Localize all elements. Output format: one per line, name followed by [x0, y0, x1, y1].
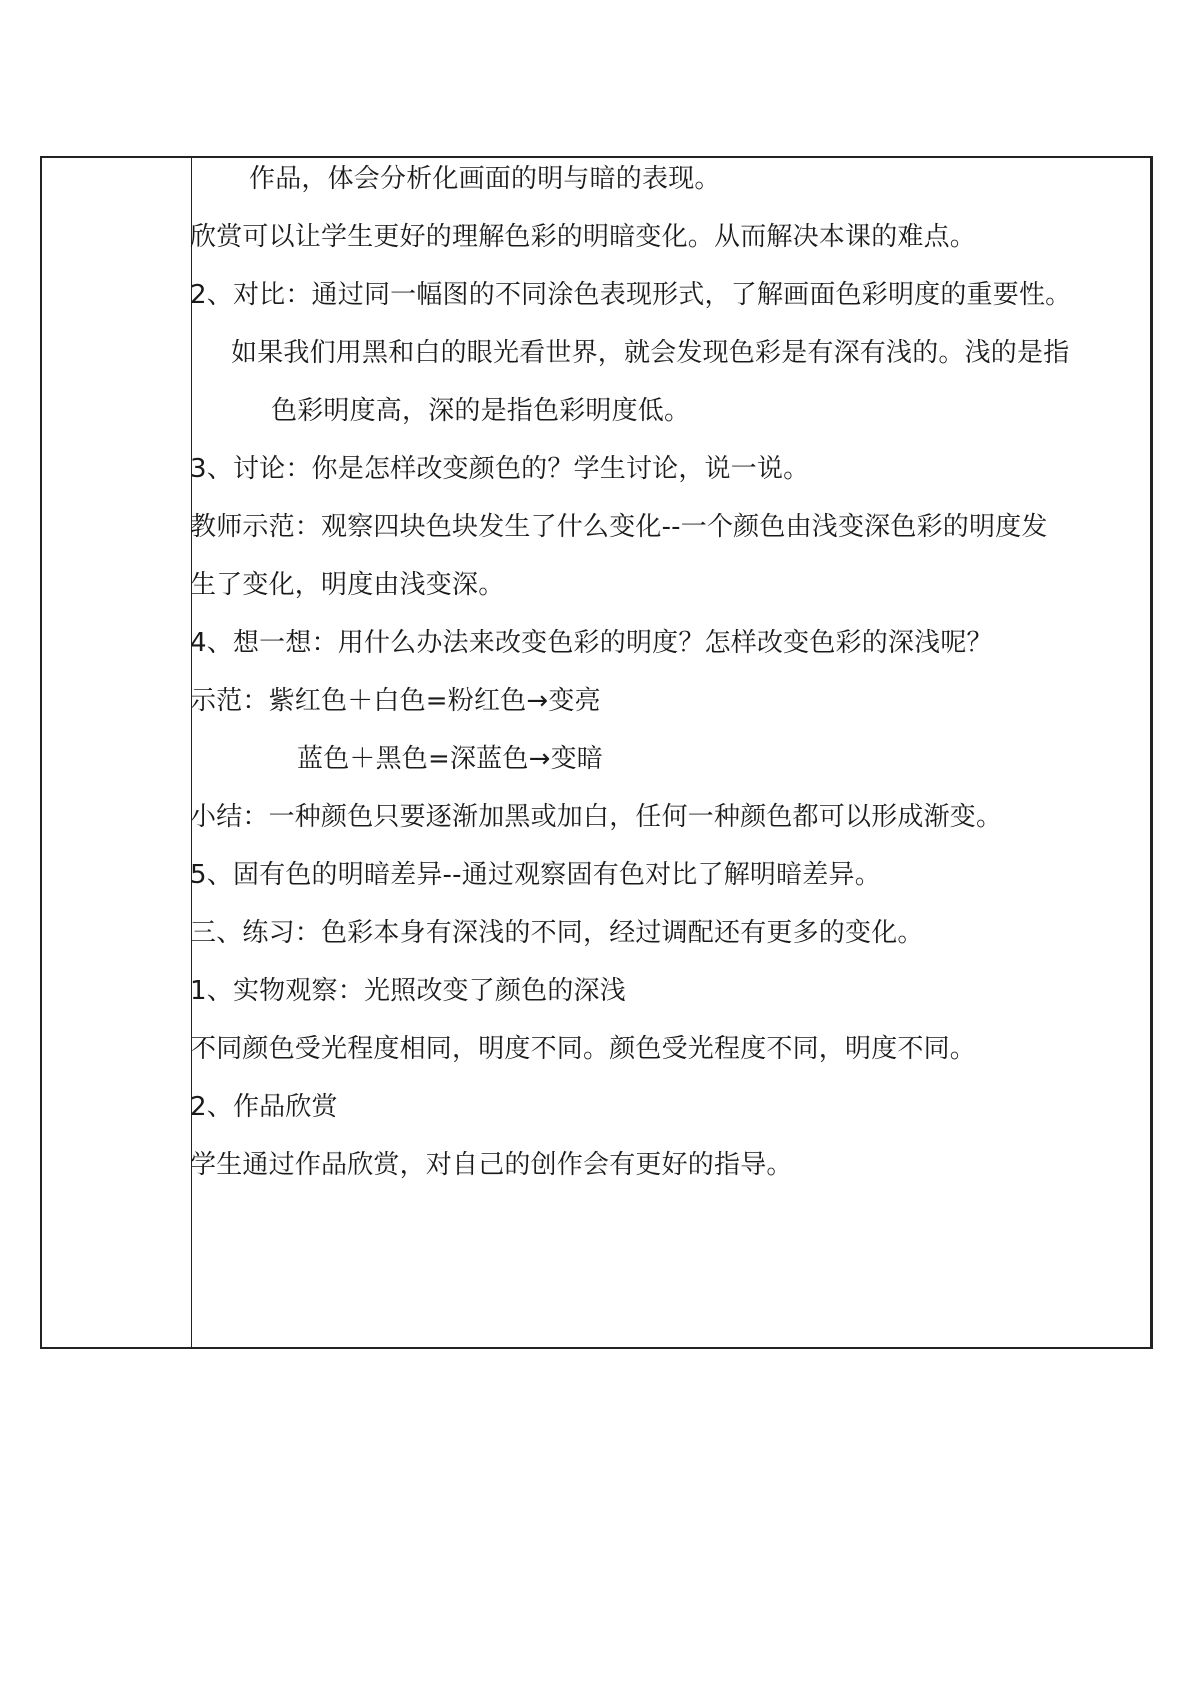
text-line: 欣赏可以让学生更好的理解色彩的明暗变化。从而解决本课的难点。 [190, 222, 977, 252]
text-line: 学生通过作品欣赏，对自己的创作会有更好的指导。 [190, 1150, 793, 1180]
text-line: 三、练习：色彩本身有深浅的不同，经过调配还有更多的变化。 [190, 918, 924, 948]
text-line: 生了变化，明度由浅变深。 [190, 570, 505, 600]
text-line: 示范：紫红色＋白色=粉红色→变亮 [190, 686, 601, 716]
text-line: 作品，体会分析化画面的明与暗的表现。 [249, 164, 721, 194]
text-line: 教师示范：观察四块色块发生了什么变化--一个颜色由浅变深色彩的明度发 [190, 512, 1048, 542]
text-line: 不同颜色受光程度相同，明度不同。颜色受光程度不同，明度不同。 [190, 1034, 977, 1064]
text-line: 如果我们用黑和白的眼光看世界，就会发现色彩是有深有浅的。浅的是指 [231, 338, 1070, 368]
text-line: 色彩明度高，深的是指色彩明度低。 [271, 396, 691, 426]
text-line: 1、实物观察：光照改变了颜色的深浅 [190, 976, 626, 1006]
text-line: 3、讨论：你是怎样改变颜色的？学生讨论，说一说。 [190, 454, 810, 484]
text-line: 小结：一种颜色只要逐渐加黑或加白，任何一种颜色都可以形成渐变。 [190, 802, 1003, 832]
text-line: 4、想一想：用什么办法来改变色彩的明度？怎样改变色彩的深浅呢？ [190, 628, 993, 658]
lesson-table [40, 156, 1153, 1349]
text-line: 5、固有色的明暗差异--通过观察固有色对比了解明暗差异。 [190, 860, 881, 890]
text-line: 蓝色＋黑色=深蓝色→变暗 [297, 744, 603, 774]
text-line: 2、对比：通过同一幅图的不同涂色表现形式，了解画面色彩明度的重要性。 [190, 280, 1072, 310]
table-content-cell [190, 158, 1150, 1347]
table-left-cell [42, 158, 192, 1347]
text-line: 2、作品欣赏 [190, 1092, 338, 1122]
